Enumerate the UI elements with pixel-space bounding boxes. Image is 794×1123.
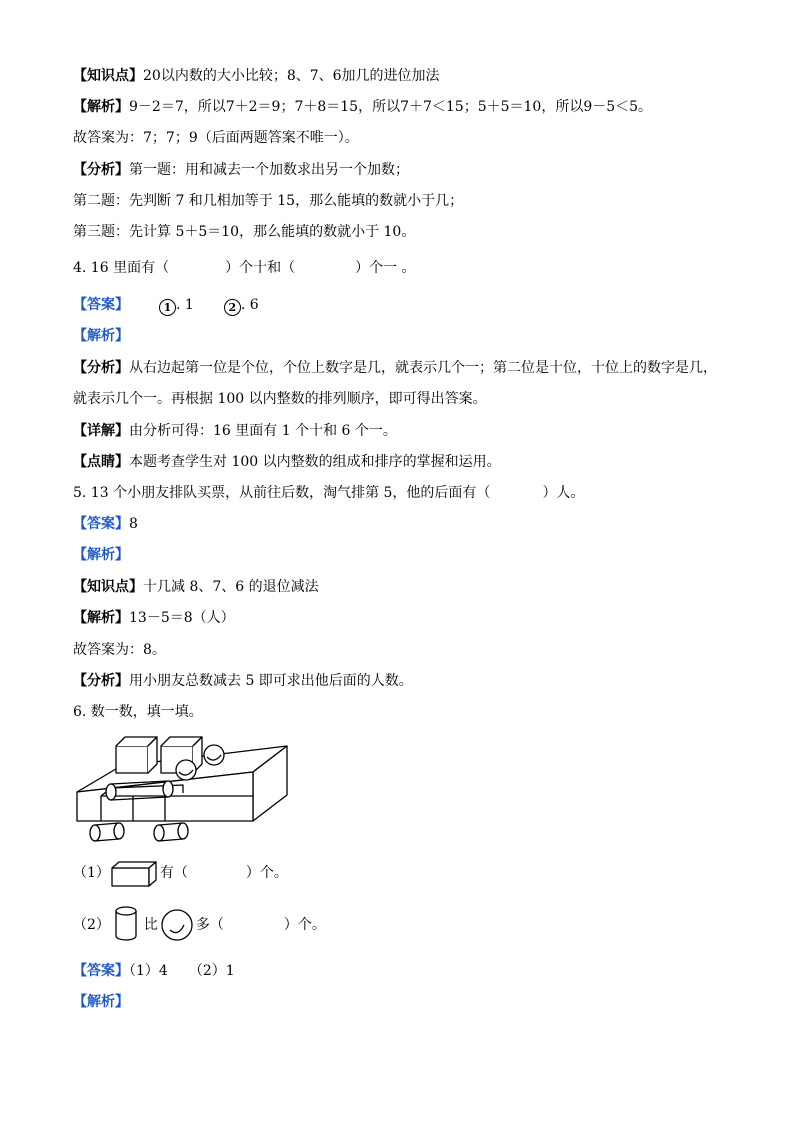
circled-number-1-icon: 1 [159, 299, 176, 316]
method-line-3: 第三题：先计算 5＋5＝10，那么能填的数就小于 10。 [73, 224, 416, 240]
q5-stem: 5. 13 个小朋友排队买票，从前往后数，淘气排第 5，他的后面有（ ）人。 [73, 485, 585, 501]
method-line: 【分析】第一题：用和减去一个加数求出另一个加数； [73, 162, 409, 178]
result-line: 故答案为：7；7；9（后面两题答案不唯一）。 [73, 130, 359, 146]
method-line-2: 第二题：先判断 7 和几相加等于 15，那么能填的数就小于几； [73, 193, 464, 209]
q4-xiangjie-line: 【详解】由分析可得：16 里面有 1 个十和 6 个一。 [73, 423, 397, 439]
sphere-icon [160, 908, 194, 942]
circled-number-2-icon: 2 [224, 299, 241, 316]
knowledge-line: 【知识点】20以内数的大小比较；8、7、6加几的进位加法 [73, 68, 440, 84]
q5-knowledge-line: 【知识点】十几减 8、7、6 的退位减法 [73, 579, 319, 595]
q4-stem: 4. 16 里面有（ ）个十和（ ）个一 。 [73, 260, 416, 276]
q5-analysis-line: 【解析】13－5＝8（人） [73, 610, 235, 626]
analysis-line: 【解析】9－2＝7，所以7＋2＝9；7＋8＝15，所以7＋7＜15；5＋5＝10，所以9－5＜5。 [73, 99, 653, 115]
q4-fenxi-line-2: 就表示几个一。再根据 100 以内整数的排列顺序，即可得出答案。 [73, 391, 487, 407]
q5-answer: 【答案】8 [73, 516, 138, 532]
solid-figure-illustration [73, 733, 298, 845]
cuboid-icon [109, 860, 159, 888]
q5-fenxi-line: 【分析】用小朋友总数减去 5 即可求出他后面的人数。 [73, 673, 413, 689]
q6-answer: 【答案】（1）4 （2）1 [73, 963, 235, 979]
q5-jiexi-heading: 【解析】 [73, 547, 129, 563]
q4-answer: 【答案】 1 . 1 2 . 6 [73, 297, 259, 314]
q6-sub1: （1） 有（ ）个。 [73, 865, 288, 881]
cylinder-icon [113, 906, 139, 942]
q6-stem: 6. 数一数，填一填。 [73, 704, 203, 720]
q4-jiexi-heading: 【解析】 [73, 328, 129, 344]
q5-result-line: 故答案为：8。 [73, 642, 166, 658]
q4-dianjing-line: 【点睛】本题考查学生对 100 以内整数的组成和排序的掌握和运用。 [73, 454, 501, 470]
q6-jiexi-heading: 【解析】 [73, 994, 129, 1010]
q6-sub2: （2） 比 多（ ）个。 [73, 917, 326, 933]
q4-fenxi-line: 【分析】从右边起第一位是个位，个位上数字是几，就表示几个一；第二位是十位，十位上的数字是几， [73, 360, 717, 376]
